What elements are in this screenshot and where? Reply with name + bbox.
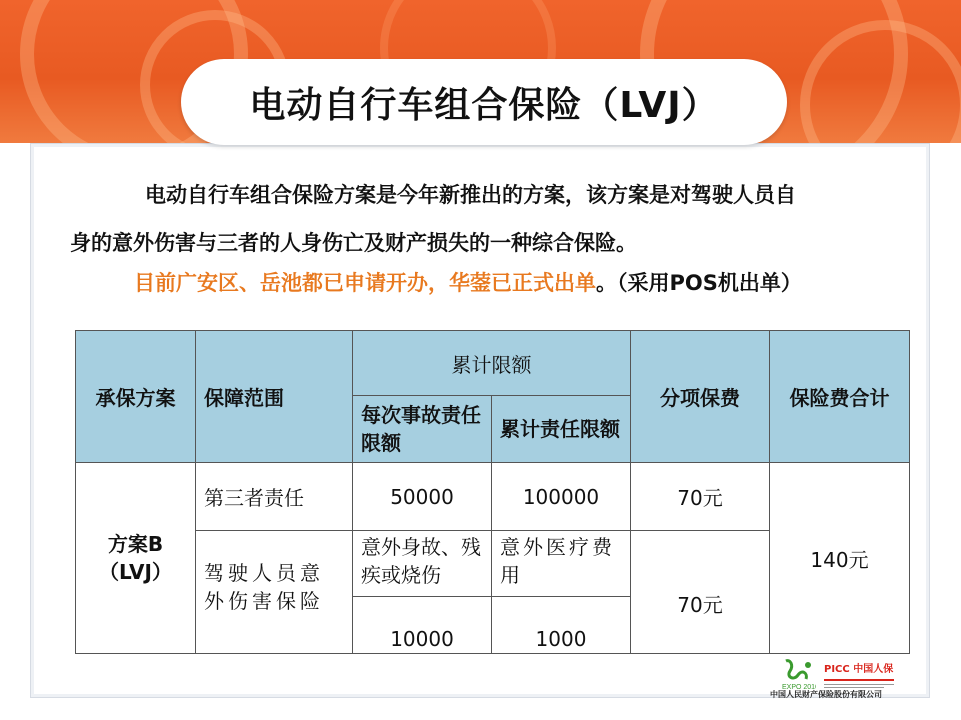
header-item-premium: 分项保费 (630, 330, 770, 463)
plan-cell (75, 462, 196, 654)
title-box (181, 59, 787, 145)
company-name: 中国人民财产保险股份有限公司 (770, 690, 882, 699)
header-cumulative-limit: 累计限额 (352, 330, 631, 396)
plan-name: 方案B (107, 532, 164, 556)
status-paragraph (134, 267, 802, 297)
slide-title: 电动自行车组合保险（LVJ） (249, 84, 719, 126)
picc-fine-print (824, 684, 894, 685)
sponsor-logos (770, 655, 910, 700)
scope-driver-accident: 驾驶人员意外伤害保险 (195, 530, 353, 654)
header-plan: 承保方案 (75, 330, 196, 463)
expo-logo-text: EXPO 2010 (782, 684, 816, 691)
driver-per-accident: 10000 (352, 596, 492, 654)
status-note: 。（采用POS机出单） (596, 271, 802, 295)
intro-paragraph-line2: 身的意外伤害与三者的人身伤亡及财产损失的一种综合保险。 (70, 231, 637, 255)
picc-logo (824, 657, 904, 687)
header-total-premium: 保险费合计 (769, 330, 910, 463)
total-premium: 140元 (769, 462, 910, 654)
header-total-liability-limit: 累计责任限额 (491, 395, 631, 463)
intro-paragraph-line1: 电动自行车组合保险方案是今年新推出的方案，该方案是对驾驶人员自 (145, 183, 796, 207)
status-highlight: 目前广安区、岳池都已申请开办，华蓥已正式出单 (134, 271, 596, 295)
third-party-cumulative: 100000 (491, 462, 631, 531)
driver-cumulative-label: 意外医疗费用 (491, 530, 631, 597)
picc-logo-text: PICC 中国人保 (824, 664, 894, 675)
plan-code: （LVJ） (99, 560, 172, 584)
third-party-per-accident: 50000 (352, 462, 492, 531)
driver-per-accident-label: 意外身故、残疾或烧伤 (352, 530, 492, 597)
header-scope: 保障范围 (195, 330, 353, 463)
scope-third-party: 第三者责任 (195, 462, 353, 531)
driver-cumulative: 1000 (491, 596, 631, 654)
picc-fine-print (824, 687, 884, 688)
header-per-accident-limit: 每次事故责任限额 (352, 395, 492, 463)
driver-premium: 70元 (630, 530, 770, 654)
third-party-premium: 70元 (630, 462, 770, 531)
picc-underline (824, 679, 894, 681)
expo-logo (780, 657, 816, 691)
